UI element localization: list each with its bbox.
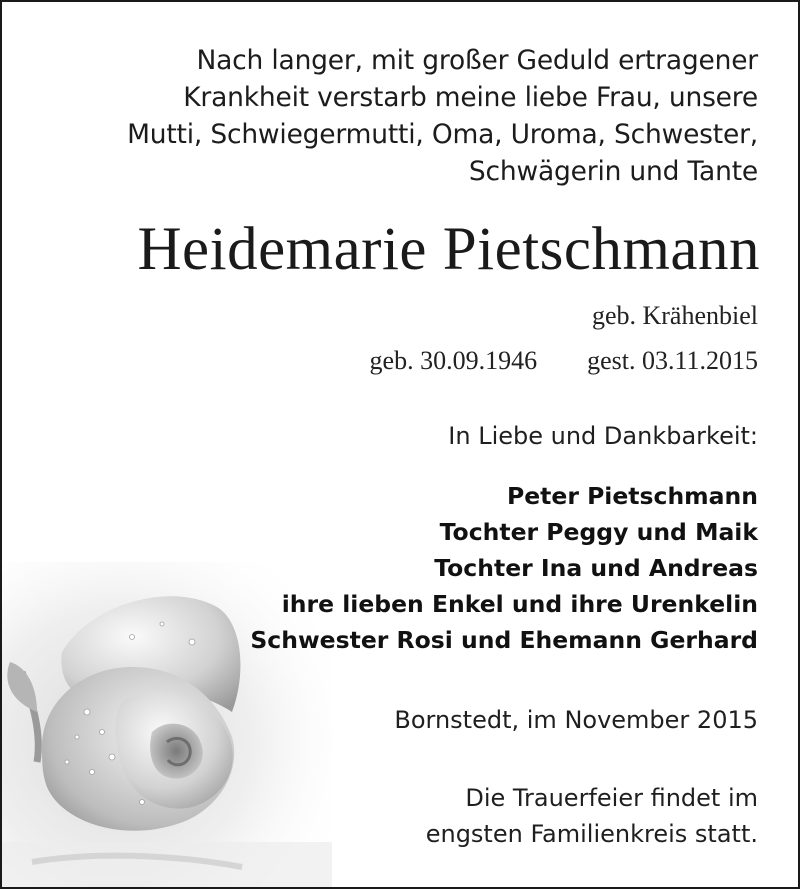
intro-line: Krankheit verstarb meine liebe Frau, unsere bbox=[183, 82, 758, 113]
intro-line: Schwägerin und Tante bbox=[468, 156, 758, 187]
mourners-list bbox=[250, 478, 758, 658]
mourner: Peter Pietschmann bbox=[506, 482, 758, 510]
place-date: Bornstedt, im November 2015 bbox=[394, 706, 758, 734]
intro-text bbox=[127, 42, 758, 190]
mourner: ihre lieben Enkel und ihre Urenkelin bbox=[281, 590, 758, 618]
maiden-name: geb. Krähenbiel bbox=[591, 301, 758, 330]
death-date: gest. 03.11.2015 bbox=[587, 346, 758, 375]
intro-line: Nach langer, mit großer Geduld ertragener bbox=[196, 45, 758, 76]
service-note bbox=[426, 780, 758, 852]
mourner: Tochter Peggy und Maik bbox=[439, 518, 758, 546]
thanks-line: In Liebe und Dankbarkeit: bbox=[448, 422, 758, 450]
mourner: Tochter Ina und Andreas bbox=[434, 554, 758, 582]
mourner: Schwester Rosi und Ehemann Gerhard bbox=[250, 626, 758, 654]
service-line: Die Trauerfeier findet im bbox=[465, 784, 758, 812]
deceased-name: Heidemarie Pietschmann bbox=[137, 216, 760, 283]
service-line: engsten Familienkreis statt. bbox=[425, 820, 758, 848]
intro-line: Mutti, Schwiegermutti, Oma, Uroma, Schwester, bbox=[127, 119, 758, 150]
life-dates bbox=[370, 342, 758, 380]
birth-date: geb. 30.09.1946 bbox=[369, 346, 538, 375]
